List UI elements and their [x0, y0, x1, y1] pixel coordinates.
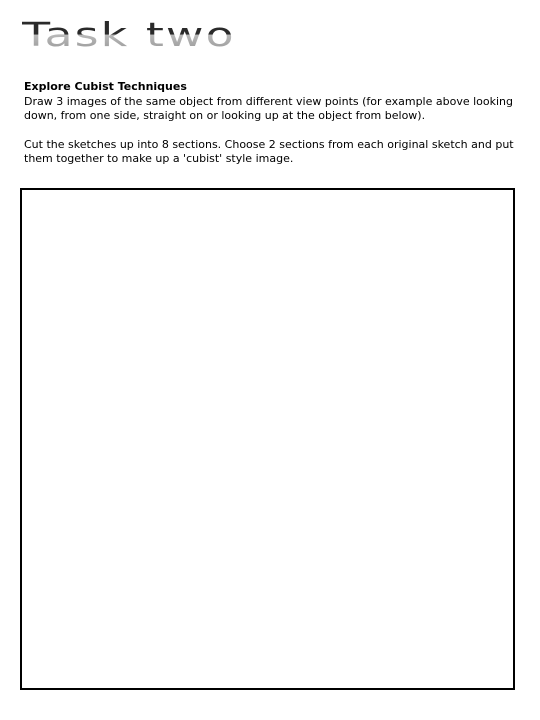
instructions-heading: Explore Cubist Techniques — [24, 80, 187, 93]
instructions-paragraph-1: Draw 3 images of the same object from different view points (for example above looking down, from one side, straight on or looking up at the object from below). — [24, 94, 514, 122]
instructions-block — [24, 80, 514, 167]
page-title-text: Task two — [22, 15, 236, 55]
page-title — [22, 15, 332, 70]
drawing-area-box — [20, 188, 515, 690]
instructions-paragraph-2: Cut the sketches up into 8 sections. Choose 2 sections from each original sketch and put them together to make up a 'cubist' style image. — [24, 137, 514, 165]
